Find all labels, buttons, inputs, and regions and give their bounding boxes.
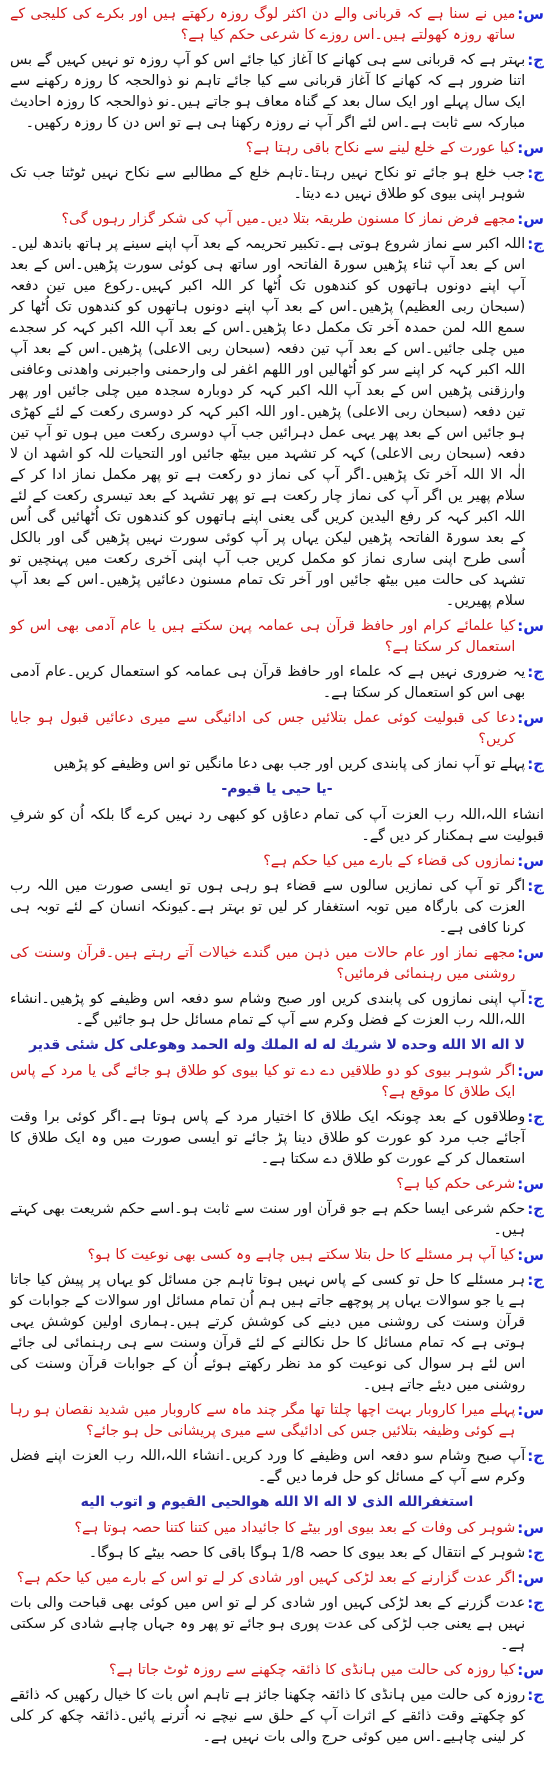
answer-text: یہ ضروری نہیں ہے کہ علماء اور حافظ قرآن ہی عمامہ کو استعمال کریں۔عام آدمی بھی اس کو استعمال کر سکتا ہے۔ <box>10 664 526 701</box>
question-text: کیا روزہ کی حالت میں ہانڈی کا ذائقہ چکھنے سے روزہ ٹوٹ جاتا ہے؟ <box>108 1662 516 1678</box>
question-prefix: س: <box>517 1569 544 1587</box>
question <box>10 851 544 872</box>
question-text: کیا علمائے کرام اور حافظ قرآن ہی عمامہ پہن سکتے ہیں یا عام آدمی بھی اس کو استعمال کر سکتا ہے؟ <box>10 618 516 655</box>
plain-text: انشاء اللہ،اللہ رب العزت آپ کی تمام دعاؤں کو کبھی رد نہیں کرے گا بلکہ اُن کو شرفِ قبولیت سے ہمکنار کر دیں گے۔ <box>10 807 544 844</box>
answer-text: وطلاقوں کے بعد چونکہ ایک طلاق کا اختیار مرد کے پاس ہوتا ہے۔اگر کوئی برا وقت آجائے جب مرد کو عورت کو طلاق دینا پڑ جائے تو ایسی صورت میں وہ ایک طلاق کا استعمال کر کے عورت کو طلاق دے سکتا ہے۔ <box>10 1109 526 1167</box>
question <box>10 708 544 750</box>
answer-prefix: ج: <box>527 235 544 253</box>
answer-text: آپ اپنی نمازوں کی پابندی کریں اور صبح وشام سو دفعہ اس وظیفے کو پڑھیں۔انشاء اللہ،اللہ رب العزت کے فضل وکرم سے آپ کے تمام مسائل حل ہو جائیں گے۔ <box>10 991 526 1028</box>
question <box>10 1400 544 1442</box>
answer-prefix: ج: <box>527 877 544 895</box>
question <box>10 138 544 159</box>
question <box>10 616 544 658</box>
plain-paragraph <box>10 805 544 847</box>
answer-prefix: ج: <box>527 1200 544 1218</box>
question <box>10 209 544 230</box>
answer-text: ہر مسئلے کا حل تو کسی کے پاس نہیں ہوتا تاہم جن مسائل کو یہاں پر پیش کیا جاتا ہے یا جو سوالات یہاں پر پوچھے جاتے ہیں ہم اُن تمام مسائل اور سوالات کے جوابات کو قرآن وسنت کی روشنی میں دینے کی کوشش کرتے ہیں۔ہماری اولین کوشش یہی ہوتی ہے کہ تمام مسائل کا حل نکالنے کے لئے قرآن وسنت سے ہی رہنمائی لی جائے اس لئے ہر سوال کی نوعیت کو مد نظر رکھتے ہوئے اُن کے جوابات قرآن وسنت کی روشنی میں دیئے جاتے ہیں۔ <box>10 1272 526 1393</box>
answer <box>10 754 544 775</box>
question-prefix: س: <box>517 852 544 870</box>
answer-text: عدت گزرنے کے بعد لڑکی کہیں اور شادی کر لے تو اس میں کوئی بھی قباحت والی بات نہیں ہے یعنی جب لڑکی کی عدت پوری ہو جائے تو پھر وہ جہاں چاہے شادی کر سکتی ہے۔ <box>10 1595 526 1653</box>
question <box>10 1174 544 1195</box>
answer <box>10 1199 544 1241</box>
separator-dua: استغفرالله الذی لا اله الا الله هوالحيی القيوم و اتوب اليه <box>80 1494 474 1510</box>
question-prefix: س: <box>517 1062 544 1080</box>
answer-text: روزہ کی حالت میں ہانڈی کا ذائقہ چکھنا جائز ہے تاہم اس بات کا خیال رکھیں کہ ذائقے کو چکھتے وقت ذائقے کے اثرات آپ کے حلق سے نیچے نہ اُترنے پائیں۔ذائقہ چکھ کر کلی کر لینی چاہیے۔اس میں کوئی حرج والی بات نہیں ہے۔ <box>10 1687 526 1745</box>
answer-prefix: ج: <box>527 1447 544 1465</box>
answer <box>10 662 544 704</box>
answer-text: اگر تو آپ کی نمازیں سالوں سے قضاء ہو رہی ہوں تو ایسی صورت میں اللہ رب العزت کی بارگاہ میں توبہ استغفار کر لیں تو بہتر ہے۔کیونکہ انسان کے لئے توبہ ہی کرنا کافی ہے۔ <box>10 878 526 936</box>
answer-text: آپ صبح وشام سو دفعہ اس وظیفے کا ورد کریں۔انشاء اللہ،اللہ رب العزت اپنے فضل وکرم سے آپ کے مسائل کو حل فرما دیں گے۔ <box>10 1448 526 1485</box>
question-text: کیا آپ ہر مسئلے کا حل بتلا سکتے ہیں چاہے وہ کسی بھی نوعیت کا ہو؟ <box>87 1247 516 1263</box>
question-text: مجھے فرض نماز کا مسنون طریقہ بتلا دیں۔میں آپ کی شکر گزار رہوں گی؟ <box>61 211 516 227</box>
separator-dua: لا اله الا الله وحده لا شريك له له الملك وله الحمد وهوعلى كل شئی قدير <box>29 1037 525 1053</box>
question <box>10 1245 544 1266</box>
question-text: میں نے سنا ہے کہ قربانی والے دن اکثر لوگ روزہ رکھتے ہیں اور بکرے کی کلیجی کے ساتھ روزہ کھولتے ہیں۔اس روزے کا شرعی حکم کیا ہے؟ <box>10 6 516 43</box>
question <box>10 1568 544 1589</box>
question-prefix: س: <box>517 5 544 23</box>
answer <box>10 1685 544 1748</box>
answer-prefix: ج: <box>527 755 544 773</box>
answer <box>10 1543 544 1564</box>
answer <box>10 1446 544 1488</box>
answer-text: جب خلع ہو جائے تو نکاح نہیں رہتا۔تاہم خلع کے مطالبے سے نکاح نہیں ٹوٹتا جب تک شوہر اپنی بیوی کو طلاق نہیں دے دیتا۔ <box>10 165 526 202</box>
answer-prefix: ج: <box>527 990 544 1008</box>
question-text: شرعی حکم کیا ہے؟ <box>396 1176 516 1192</box>
question-text: کیا عورت کے خلع لینے سے نکاح باقی رہتا ہے؟ <box>245 140 516 156</box>
question-text: پہلے میرا کاروبار بہت اچھا چلتا تھا مگر چند ماہ سے کاروبار میں شدید نقصان ہو رہا ہے کوئی وظیفہ بتلائیں جس کی ادائیگی سے میری پریشانی حل ہو جائے؟ <box>10 1402 516 1439</box>
answer-prefix: ج: <box>527 1544 544 1562</box>
answer-text: شوہر کے انتقال کے بعد بیوی کا حصہ 1/8 ہوگا باقی کا حصہ بیٹے کا ہوگا۔ <box>88 1545 526 1561</box>
answer <box>10 989 544 1031</box>
answer <box>10 876 544 939</box>
question-prefix: س: <box>517 1661 544 1679</box>
answer-prefix: ج: <box>527 663 544 681</box>
answer-prefix: ج: <box>527 1686 544 1704</box>
answer-prefix: ج: <box>527 51 544 69</box>
answer-prefix: ج: <box>527 164 544 182</box>
question-prefix: س: <box>517 1175 544 1193</box>
question-text: اگر عدت گزارنے کے بعد لڑکی کہیں اور شادی کر لے تو اس کے بارے میں کیا حکم ہے؟ <box>16 1570 516 1586</box>
question-prefix: س: <box>517 617 544 635</box>
answer-text: حکم شرعی ایسا حکم ہے جو قرآن اور سنت سے ثابت ہو۔اسے حکم شریعت بھی کہتے ہیں۔ <box>10 1201 526 1238</box>
answer-text: اللہ اکبر سے نماز شروع ہوتی ہے۔تکبیر تحریمہ کے بعد آپ اپنے سینے پر ہاتھ باندھ لیں۔اس کے بعد آپ ثناء پڑھیں سورۃ الفاتحہ اور ساتھ ہی کوئی سورت پڑھیں۔اس کے بعد آپ اپنے دونوں ہاتھوں کو کندھوں تک اُٹھا کر اللہ اکبر کہیں۔رکوع میں تین دفعہ (سبحان ربی العظیم) پڑھیں۔اس کے بعد آپ اپنے دونوں ہاتھوں کو کندھوں تک اُٹھا کر سمع اللہ لمن حمدہ آخر تک مکمل دعا پڑھیں۔اس کے بعد آپ اللہ اکبر کہہ کر سجدے میں چلی جائیں۔اس کے بعد آپ تین دفعہ (سبحان ربی الاعلی) پڑھیں۔اس کے بعد آپ اللہ اکبر کہہ کر اپنے سر کو اُٹھالیں اور اللھم اغفر لی وارحمنی واجبرنی واھدنی وعافنی وارزقنی پڑھیں اس کے بعد آپ اللہ اکبر کہہ کر دوبارہ سجدہ میں چلی جائیں اور پھر تین دفعہ (سبحان ربی الاعلی) پڑھیں۔اور اللہ اکبر کہہ کر دوسری رکعت کے لئے کھڑی ہو جائیں اس کے بعد پھر یہی عمل دہرائیں جب آپ دوسری رکعت میں ہوں تو آپ تین دفعہ (سبحان ربی الاعلی) کہہ کر تشہد میں بیٹھ جائیں اور التحیات للہ کو اشھد ان لا الٰہ الا اللہ آخر تک پڑھیں۔اگر آپ کی نماز دو رکعت ہے تو پھر مکمل نماز ادا کر کے سلام پھیر یں اگر آپ کی نماز چار رکعت ہے تو پھر تشہد کے بعد تیسری رکعت کے لئے اللہ اکبر کہہ کر رفع الیدین کریں گی یعنی اپنے ہاتھوں کو کندھوں تک اُٹھائیں گی اُس کے بعد سورۃ الفاتحہ پڑھیں لیکن یہاں پر آپ کوئی سورت نہیں پڑھیں گی اور بالکل اُسی طرح اپنی ساری نماز کو مکمل کریں جب آپ اپنی آخری رکعت میں پہنچیں تو تشہد کی حالت میں بیٹھ جائیں اور آخر تک تمام مسنون دعائیں پڑھیں۔اس کے بعد آپ سلام پھیریں۔ <box>9 236 526 609</box>
answer-text: بہتر ہے کہ قربانی سے ہی کھانے کا آغاز کیا جائے اس کو آپ روزہ تو نہیں کہیں گے بس اتنا ضرور ہے کہ کھانے کا آغاز قربانی سے کیا جائے تاہم نو ذوالحجہ کا روزہ رکھنے سے ایک سال پہلے اور ایک سال بعد کے گناہ معاف ہو جاتے ہیں۔نو ذوالحجہ کا روزہ احادیث مبارکہ سے ثابت ہے۔اس لئے اگر آپ نے روزہ رکھنا ہی ہے تو اس دن کا روزہ رکھیں۔ <box>10 52 526 131</box>
answer <box>10 1593 544 1656</box>
question-text: نمازوں کی قضاء کے بارے میں کیا حکم ہے؟ <box>263 853 516 869</box>
question-text: مجھے نماز اور عام حالات میں ذہن میں گندے خیالات آتے رہتے ہیں۔قرآن وسنت کی روشنی میں رہنمائی فرمائیں؟ <box>10 945 516 982</box>
question-prefix: س: <box>517 210 544 228</box>
answer-prefix: ج: <box>527 1108 544 1126</box>
question-text: دعا کی قبولیت کوئی عمل بتلائیں جس کی ادائیگی سے میری دعائیں قبول ہو جایا کریں؟ <box>10 710 516 747</box>
question <box>10 4 544 46</box>
answer <box>10 1270 544 1396</box>
question-prefix: س: <box>517 1519 544 1537</box>
separator-dua: -یا حیی یا قیوم- <box>221 781 333 797</box>
answer-prefix: ج: <box>527 1271 544 1289</box>
answer <box>10 1107 544 1170</box>
question-text: اگر شوہر بیوی کو دو طلاقیں دے دے تو کیا بیوی کو طلاق ہو جائے گی یا مرد کے پاس ایک طلاق کا موقع ہے؟ <box>10 1063 516 1100</box>
question-text: شوہر کی وفات کے بعد بیوی اور بیٹے کا جائیداد میں کتنا کتنا حصہ ہوتا ہے؟ <box>74 1520 516 1536</box>
question <box>10 1061 544 1103</box>
question-prefix: س: <box>517 139 544 157</box>
answer <box>10 234 544 612</box>
question <box>10 1518 544 1539</box>
answer <box>10 163 544 205</box>
answer <box>10 50 544 134</box>
question-prefix: س: <box>517 709 544 727</box>
question-prefix: س: <box>517 1246 544 1264</box>
question <box>10 943 544 985</box>
question-prefix: س: <box>517 944 544 962</box>
question <box>10 1660 544 1681</box>
question-prefix: س: <box>517 1401 544 1419</box>
answer-prefix: ج: <box>527 1594 544 1612</box>
answer-text: پہلے تو آپ نماز کی پابندی کریں اور جب بھی دعا مانگیں تو اس وظیفے کو پڑھیں <box>53 756 526 772</box>
